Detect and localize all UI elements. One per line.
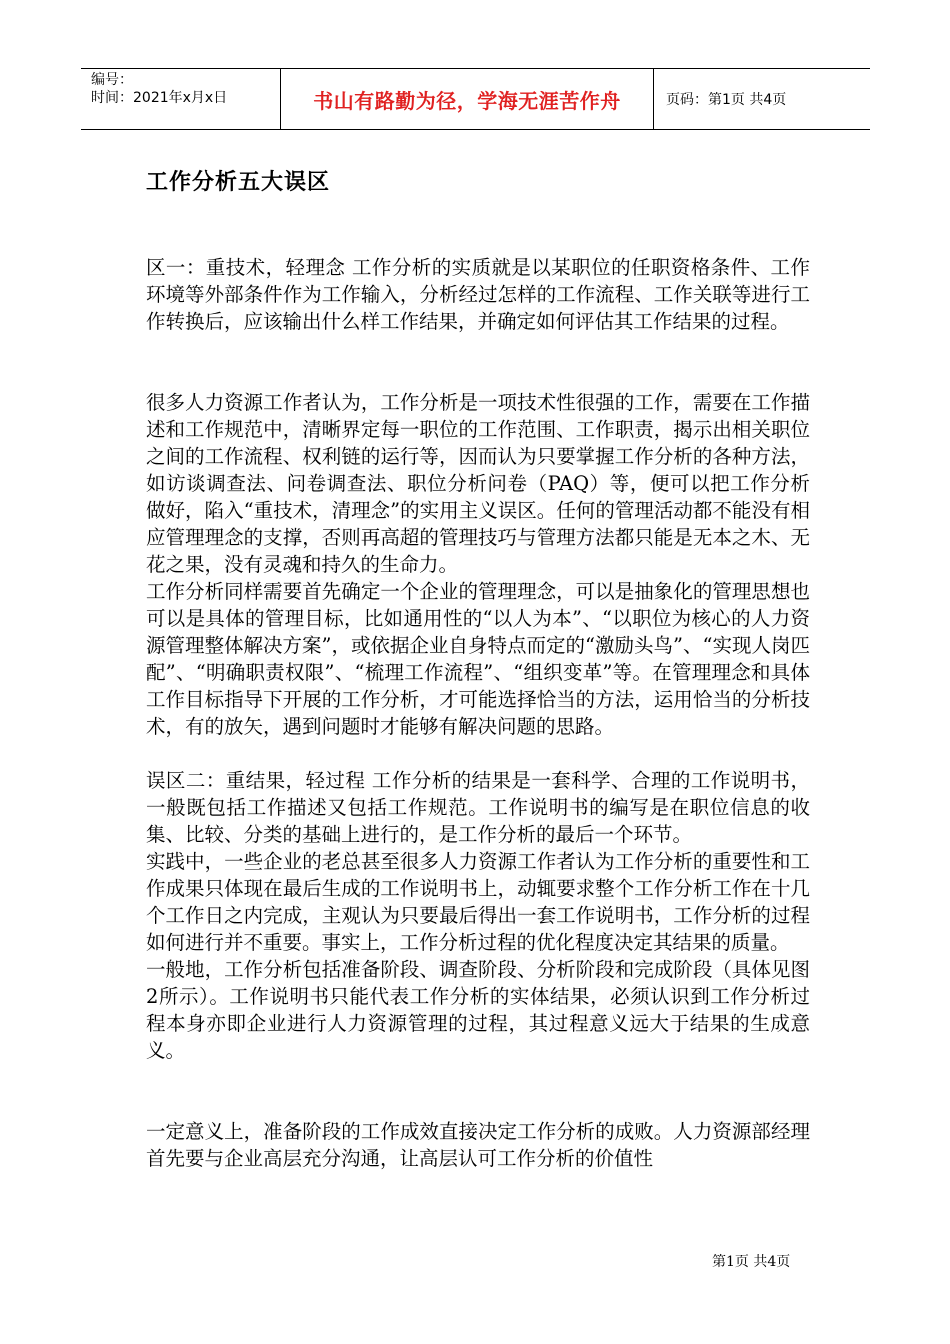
paragraph: 区一：重技术，轻理念 工作分析的实质就是以某职位的任职资格条件、工作环境等外部条件作为工作输入，分析经过怎样的工作流程、工作关联等进行工作转换后，应该输出什么样工作结果，并确定如何评估其工作结果的过程。 <box>146 256 810 333</box>
header-motto: 书山有路勤为径，学海无涯苦作舟 <box>281 69 654 129</box>
document-title: 工作分析五大误区 <box>146 170 331 195</box>
page-footer: 第1页 共4页 <box>712 1254 791 1270</box>
document-number-label: 编号： <box>91 72 133 88</box>
paragraph-gap <box>146 1064 810 1118</box>
document-body <box>146 254 810 1172</box>
page-header <box>81 68 870 130</box>
paragraph: 很多人力资源工作者认为，工作分析是一项技术性很强的工作，需要在工作描述和工作规范中，清晰界定每一职位的工作范围、工作职责，揭示出相关职位之间的工作流程、权利链的运行等，因而认为只要掌握工作分析的各种方法，如访谈调查法、问卷调查法、职位分析问卷（PAQ）等，便可以把工作分析做好，陷入“重技术，清理念”的实用主义误区。任何的管理活动都不能没有相应管理理念的支撑，否则再高超的管理技巧与管理方法都只能是无本之木、无花之果，没有灵魂和持久的生命力。 <box>146 391 810 576</box>
document-date: 时间：2021年x月x日 <box>91 90 228 106</box>
paragraph: 一般地，工作分析包括准备阶段、调查阶段、分析阶段和完成阶段（具体见图2所示）。工作说明书只能代表工作分析的实体结果，必须认识到工作分析过程本身亦即企业进行人力资源管理的过程，其过程意义远大于结果的生成意义。 <box>146 958 810 1062</box>
header-meta <box>81 69 281 129</box>
header-page-info: 页码：第1页 共4页 <box>666 92 787 108</box>
paragraph-gap <box>146 335 810 389</box>
paragraph: 工作分析同样需要首先确定一个企业的管理理念，可以是抽象化的管理思想也可以是具体的管理目标，比如通用性的“以人为本”、“以职位为核心的人力资源管理整体解决方案”，或依据企业自身特点而定的“激励头鸟”、“实现人岗匹配”、“明确职责权限”、“梳理工作流程”、“组织变革”等。在管理理念和具体工作目标指导下开展的工作分析，才可能选择恰当的方法，运用恰当的分析技术，有的放矢，遇到问题时才能够有解决问题的思路。 <box>146 580 810 738</box>
paragraph: 实践中，一些企业的老总甚至很多人力资源工作者认为工作分析的重要性和工作成果只体现在最后生成的工作说明书上，动辄要求整个工作分析工作在十几个工作日之内完成，主观认为只要最后得出一套工作说明书，工作分析的过程如何进行并不重要。事实上，工作分析过程的优化程度决定其结果的质量。 <box>146 850 810 954</box>
paragraph: 误区二：重结果，轻过程 工作分析的结果是一套科学、合理的工作说明书，一般既包括工作描述又包括工作规范。工作说明书的编写是在职位信息的收集、比较、分类的基础上进行的，是工作分析的最后一个环节。 <box>146 769 810 846</box>
paragraph-gap <box>146 740 810 767</box>
paragraph: 一定意义上，准备阶段的工作成效直接决定工作分析的成败。人力资源部经理首先要与企业高层充分沟通，让高层认可工作分析的价值性 <box>146 1120 810 1170</box>
